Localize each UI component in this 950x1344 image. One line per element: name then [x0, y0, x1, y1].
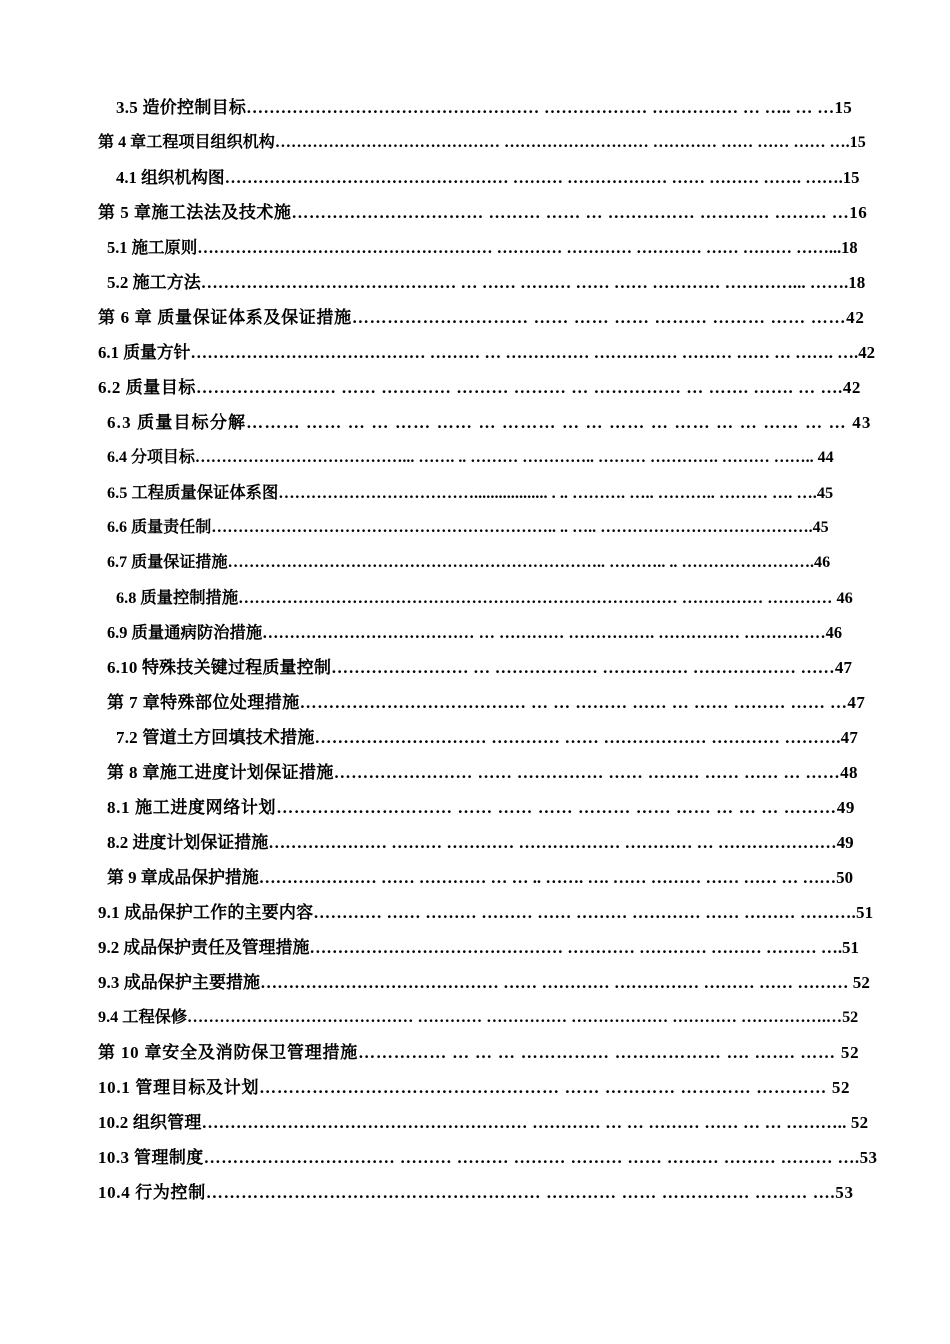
toc-entry: 10.3 管理制度…………………………… ……… ……… ……… ……… …… ……… ……… ……… ….53	[98, 1148, 878, 1167]
toc-entry: 9.1 成品保护工作的主要内容………… …… ……… ……… …… ……… ………… …… ……… ……….51	[98, 903, 874, 922]
toc-entry: 9.3 成品保护主要措施…………………………………… …… ………… …………… ……… …… ……… 52	[98, 973, 870, 992]
toc-entry: 6.9 质量通病防治措施………………………………… … ………… ……………. …………… ……………46	[107, 623, 842, 642]
toc-entry: 6.7 质量保证措施…………………………………………………………….. ……….. .. …………………….46	[107, 554, 830, 571]
toc-entry: 第 8 章施工进度计划保证措施…………………… …… …………… …… ……… …… …… … ……48	[107, 763, 858, 782]
toc-entry: 5.2 施工方法……………………………………… … …… ……… …… …… ………… …………... …….18	[107, 273, 866, 292]
toc-entry: 6.4 分项目标…………………………………... ……. .. ……… ………….. ……… …………. ……… …….. 44	[107, 449, 834, 466]
toc-entry: 6.6 质量责任制……………………………………………………….. .. ….. ………………………………….45	[107, 519, 829, 536]
toc-entry: 6.1 质量方针…………………………………… ……… … …………… …………… ……… …… … ……. ….42	[98, 343, 875, 362]
toc-entry: 第 10 章安全及消防保卫管理措施…………… … … … …………… ……………… …. ……. …… 52	[98, 1043, 860, 1062]
toc-entry: 5.1 施工原则……………………………………………… ………… ………… ………… …… ……… ……...18	[107, 238, 858, 257]
toc-entry: 6.8 质量控制措施……………………………………………………………………… …………… ………… 46	[116, 588, 853, 607]
toc-entry: 10.2 组织管理………………………………………………… ………… … … ……… …… … … ……….. 52	[98, 1113, 869, 1132]
toc-entry: 4.1 组织机构图…………………………………………… ……… ……………… …… ……… ……. …….15	[116, 168, 860, 187]
toc-entry: 第 5 章施工法法及技术施…………………………… ……… …… … …………… ………… ……… …16	[98, 203, 868, 222]
toc-entry: 7.2 管道土方回填技术措施………………………… ………… …… ……………… ………… ……….47	[116, 728, 859, 747]
toc-entry: 10.1 管理目标及计划…………………………………………… …… ………… ………… ………… 52	[98, 1078, 851, 1097]
toc-entry: 第 7 章特殊部位处理措施………………………………… … … ……… …… … …… ……… …… …47	[107, 693, 866, 712]
toc-entry: 8.1 施工进度网络计划………………………… …… …… …… ……… …… …… … … … ………49	[107, 798, 855, 817]
toc-entry: 8.2 进度计划保证措施………………… ……… ………… ……………… ………… … …………………49	[107, 833, 854, 852]
toc-entry: 9.4 工程保修…………………………………… ………… …………… ……………… ………… …………….…52	[98, 1009, 858, 1026]
toc-entry: 第 9 章成品保护措施………………… …… ………… … … .. ……. …. …… ……… …… …… … ……50	[107, 868, 853, 887]
toc-entry: 6.3 质量目标分解……… …… … … …… …… … ……… … … …… … …… … … …… … … 43	[107, 413, 872, 432]
toc-entry: 第 6 章 质量保证体系及保证措施………………………… …… …… …… ……… ……… …… ……42	[98, 308, 865, 327]
toc-entry: 6.5 工程质量保证体系图……………………………….................. . .. ………. ….. ……….. ……… …. ….45	[107, 483, 833, 502]
toc-entry: 6.10 特殊技关键过程质量控制…………………… … ……………… …………… ……………… ……47	[107, 658, 853, 677]
toc-entry: 10.4 行为控制………………………………………………… ………… …… …………… ……… ….53	[98, 1183, 854, 1202]
toc-entry: 6.2 质量目标…………………… …… ………… ……… ……… … …………… … ……. ……. … ….42	[98, 378, 861, 397]
toc-entry: 9.2 成品保护责任及管理措施……………………………………… ………… ………… ……… ……… ….51	[98, 938, 859, 957]
toc-entry: 第 4 章工程项目组织机构…………………………………… ……………………… ………… …… …… …… ….15	[98, 134, 866, 151]
toc-entry: 3.5 造价控制目标…………………………………………… ……………… …………… … ….. … …15	[116, 98, 852, 117]
